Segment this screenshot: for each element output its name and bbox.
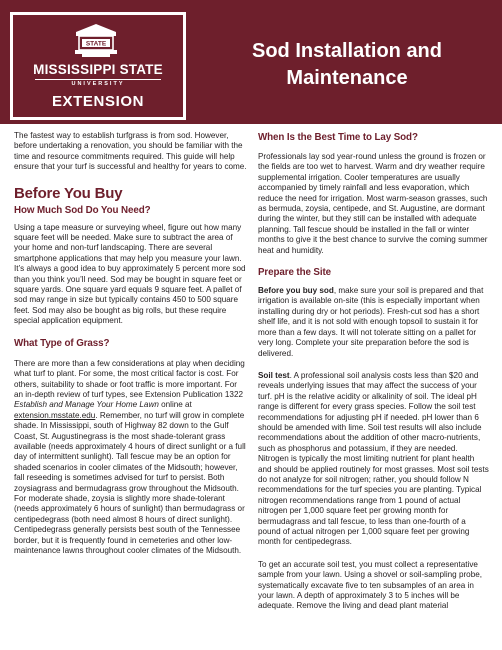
when-paragraph: Professionals lay sod year-round unless the ground is frozen or the fields are too wet to harvest. Warm and dry weather require supplemental irrigation. Cooler temperatures are usually accompanied by timely rainfall and less evaporation, which reduce the need for irrigation. Most warm-season grasses, such as bermuda, zoysia, centipede, and St. Augustine, are dormant during the winter, but they still can be installed with adequate planning. Tall fescue should be installed in the fall or winter months to give it the best chance to survive the coming summer heat and humidity. <box>258 152 488 255</box>
prepare-lead: Before you buy sod <box>258 286 334 296</box>
soil-sample-paragraph: To get an accurate soil test, you must collect a representative sample from your lawn. Using a shovel or soil-sampling probe, systematically excavate five to ten subsamples of an area in your lawn. A depth of approximately 3 to 5 inches will be adequate. Remove the living and dead plant material <box>258 559 482 611</box>
intro-paragraph: The fastest way to establish turfgrass is from sod. However, before undertaking a renovation, you should be familiar with the time and resource commitments required. This guide will help ensure that your turf is successful and healthy for years to come. <box>14 131 247 172</box>
subheading-when-to-lay-sod: When Is the Best Time to Lay Sod? <box>258 132 418 143</box>
logo-divider <box>35 79 161 80</box>
seal-text: STATE <box>85 40 107 48</box>
publication-title: Establish and Manage Your Home Lawn <box>14 400 159 410</box>
logo-unit: EXTENSION <box>51 93 145 110</box>
heading-before-you-buy: Before You Buy <box>14 184 123 202</box>
msu-extension-logo <box>10 12 186 120</box>
document-title: Sod Installation and Maintenance <box>251 40 442 89</box>
prepare-paragraph: Before you buy sod, make sure your soil is prepared and that irrigation is available on-site (this is especially important when installing during dry or hot periods). Fresh-cut sod has a short shelf life, and it is not sold with enough topsoil to sustain it for more than a few days. It will not tolerate sitting on a pallet for very long. Complete your site preparation before the sod is delivered. <box>258 286 484 358</box>
right-column <box>258 131 490 612</box>
logo-university-sub: UNIVERSITY <box>71 81 125 87</box>
header-band <box>0 0 502 124</box>
logo-university: MISSISSIPPI STATE <box>33 62 163 77</box>
type-of-grass-paragraph: There are more than a few considerations at play when deciding what turf to plant. For some, the most critical factor is cost. For others, suitability to shade or foot traffic is more important. For an in-depth review of turf types, see Extension Publication 1322 Establish and Manage Your Home Lawn online at extension.msstate.edu. Remember, no turf will grow in complete shade. In Mississippi, south of Highway 82 down to the Gulf Coast, St. Augustinegrass is the most shade-tolerant grass available (needs approximately 4 hours of direct sunlight or a full day of intermittent sunlight). Tall fescue may be an option for shaded scenarios in cooler climates of the Midsouth; however, fall reseeding is sometimes advised for turf to persist. Both zoysiagrass and bermudagrass grow throughout the Midsouth. For moderate shade, zoysia is slightly more shade-tolerant (needs approximately 6 hours of sunlight) than bermudagrass or centipedegrass (both need almost 8 hours of direct sunlight). Centipedegrass generally persists best south of the Tennessee border, but it is frequently found in cemeteries and other low-maintenance lawns throughout cooler climates of the Midsouth. <box>14 358 246 555</box>
subheading-how-much-sod: How Much Sod Do You Need? <box>14 204 151 216</box>
how-much-paragraph: Using a tape measure or surveying wheel, figure out how many square feet will be needed. Make sure to subtract the area of your home and non-turf landscaping. There are several smartphone applications that may help you measure your lawn. It’s always a good idea to buy approximately 5 percent more sod than you think you’ll need. Sod may be bought in square feet or square yards. One square yard equals 9 square feet. A pallet of sod may range in size but typically contains 450 to 500 square feet. Sod may also be bought as big rolls, but these require special application equipment. <box>14 222 246 326</box>
left-column <box>14 131 248 556</box>
extension-website-link[interactable]: extension.msstate.edu <box>14 410 96 420</box>
subheading-type-of-grass: What Type of Grass? <box>14 337 110 349</box>
soil-test-lead: Soil test <box>258 370 290 380</box>
soil-test-paragraph: Soil test. A professional soil analysis costs less than $20 and reveals underlying issues that may affect the success of your turf. pH is the relative acidity or alkalinity of soil. The ideal pH range is different for every grass species. Follow the soil test recommendations for adjusting pH if needed. pH lower than 6 should be amended with lime. Soil test results will also include recommendations about the addition of other macro-nutrients, such as phosphorus and potassium, if they are needed. Nitrogen is typically the most limiting nutrient for plant health and should be applied routinely for most grasses. Most soil tests do not analyze for soil nitrogen; rather, you should follow N recommendations for the turf species you are planting. Typical nitrogen recommendations range from 1 pound of actual nitrogen per 1,000 square feet per growing month for bermudagrass and tall fescue, to less than one-fourth of a pound of actual nitrogen per 1,000 square feet per growing month for centipedegrass. <box>258 370 489 547</box>
subheading-prepare-site: Prepare the Site <box>258 267 331 279</box>
msu-seal-icon <box>72 22 120 58</box>
